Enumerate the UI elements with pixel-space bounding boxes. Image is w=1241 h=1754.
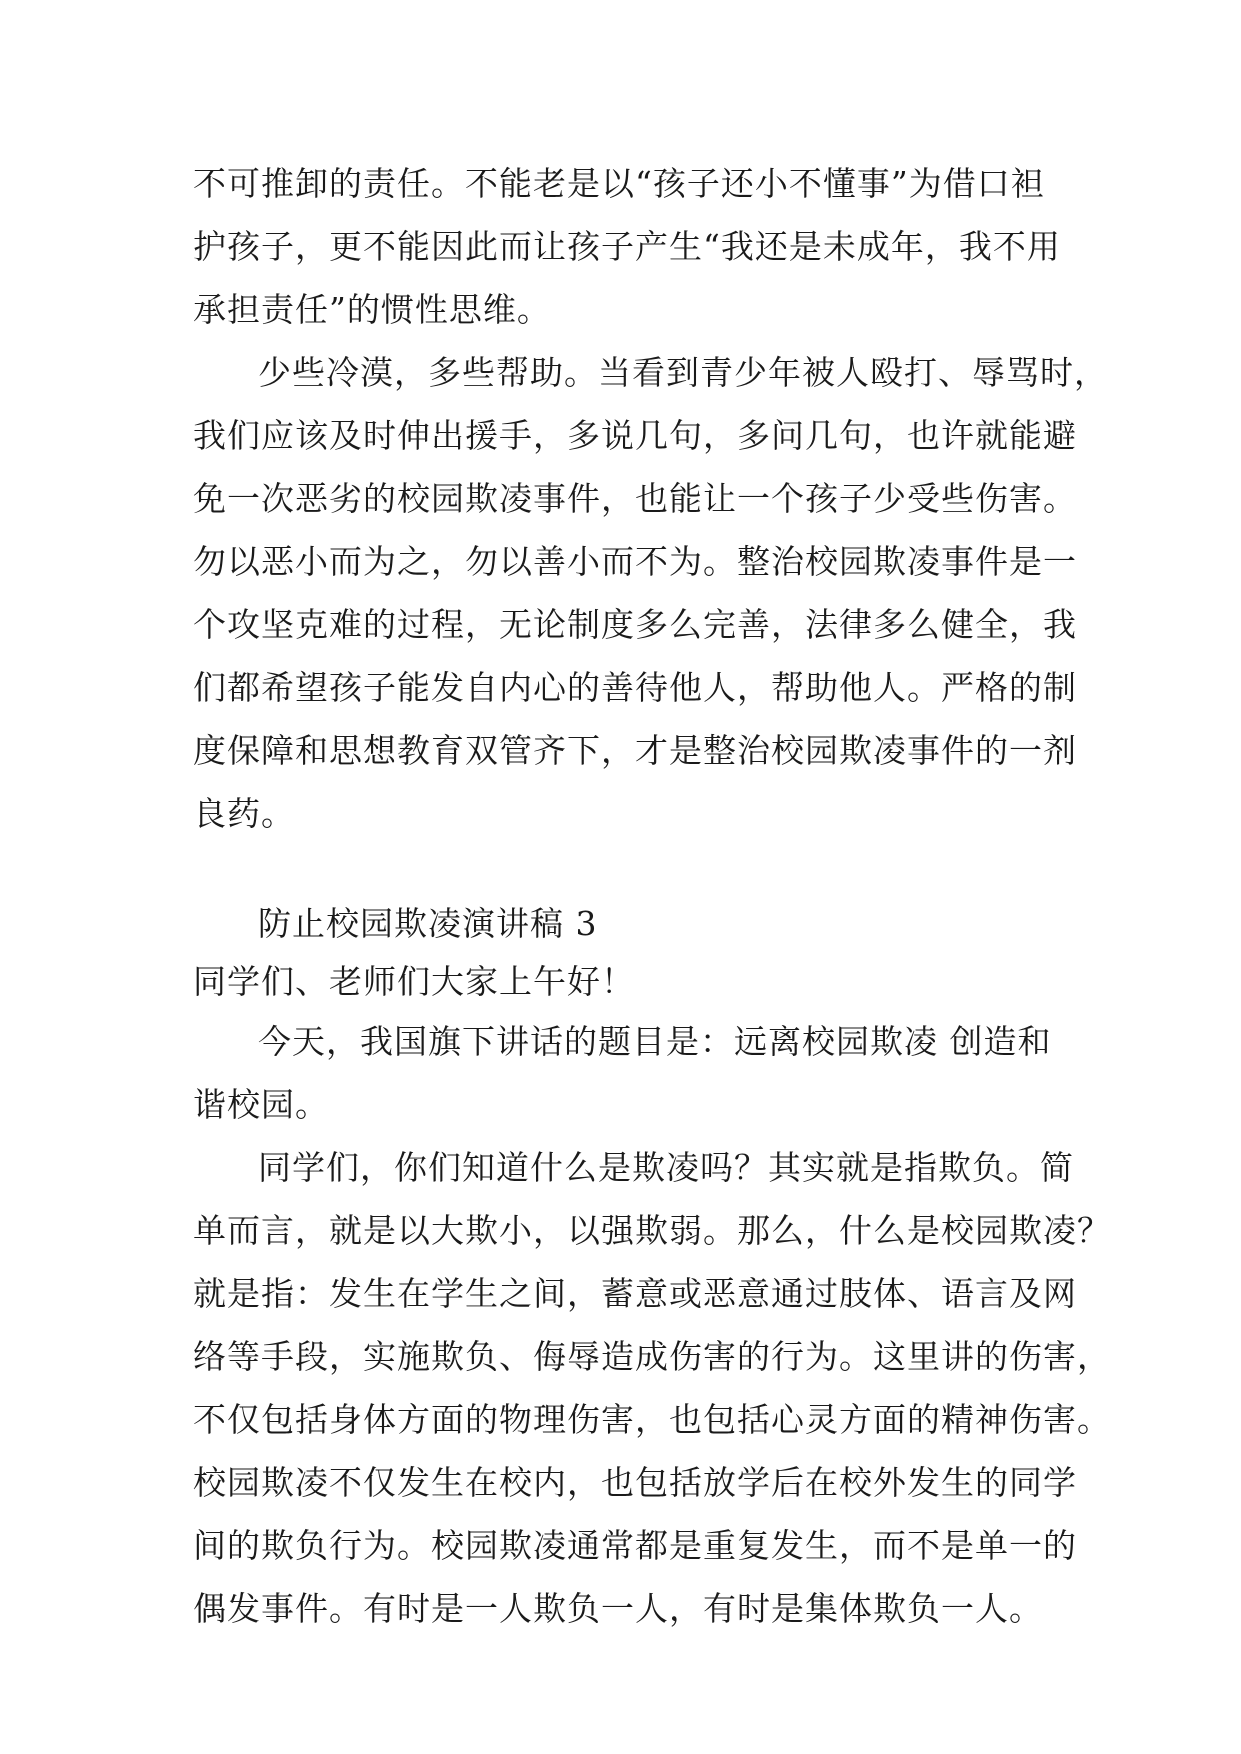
text-line: 良药。 bbox=[193, 794, 295, 833]
paragraph-first-line: 同学们，你们知道什么是欺凌吗？其实就是指欺负。简 bbox=[258, 1148, 1074, 1187]
text-line: 校园欺凌不仅发生在校内，也包括放学后在校外发生的同学 bbox=[193, 1463, 1077, 1502]
text-line: 间的欺负行为。校园欺凌通常都是重复发生，而不是单一的 bbox=[193, 1526, 1077, 1565]
text-line: 单而言，就是以大欺小，以强欺弱。那么，什么是校园欺凌？ bbox=[193, 1211, 1111, 1250]
section-heading: 防止校园欺凌演讲稿 3 bbox=[258, 904, 598, 943]
text-line: 谐校园。 bbox=[193, 1085, 329, 1124]
text-line: 偶发事件。有时是一人欺负一人，有时是集体欺负一人。 bbox=[193, 1589, 1043, 1628]
greeting-line: 同学们、老师们大家上午好！ bbox=[193, 962, 635, 1001]
text-line: 承担责任”的惯性思维。 bbox=[193, 290, 551, 329]
text-line: 护孩子，更不能因此而让孩子产生“我还是未成年，我不用 bbox=[193, 227, 1061, 266]
paragraph-first-line: 少些冷漠，多些帮助。当看到青少年被人殴打、辱骂时， bbox=[258, 353, 1108, 392]
paragraph-first-line: 今天，我国旗下讲话的题目是：远离校园欺凌 创造和 bbox=[258, 1022, 1052, 1061]
text-line: 免一次恶劣的校园欺凌事件，也能让一个孩子少受些伤害。 bbox=[193, 479, 1077, 518]
text-line: 不仅包括身体方面的物理伤害，也包括心灵方面的精神伤害。 bbox=[193, 1400, 1111, 1439]
text-line: 个攻坚克难的过程，无论制度多么完善，法律多么健全，我 bbox=[193, 605, 1077, 644]
text-line: 度保障和思想教育双管齐下，才是整治校园欺凌事件的一剂 bbox=[193, 731, 1077, 770]
text-line: 就是指：发生在学生之间，蓄意或恶意通过肢体、语言及网 bbox=[193, 1274, 1077, 1313]
text-line: 不可推卸的责任。不能老是以“孩子还小不懂事”为借口袒 bbox=[193, 164, 1045, 203]
text-line: 勿以恶小而为之，勿以善小而不为。整治校园欺凌事件是一 bbox=[193, 542, 1077, 581]
text-line: 们都希望孩子能发自内心的善待他人，帮助他人。严格的制 bbox=[193, 668, 1077, 707]
text-line: 我们应该及时伸出援手，多说几句，多问几句，也许就能避 bbox=[193, 416, 1077, 455]
text-line: 络等手段，实施欺负、侮辱造成伤害的行为。这里讲的伤害， bbox=[193, 1337, 1111, 1376]
